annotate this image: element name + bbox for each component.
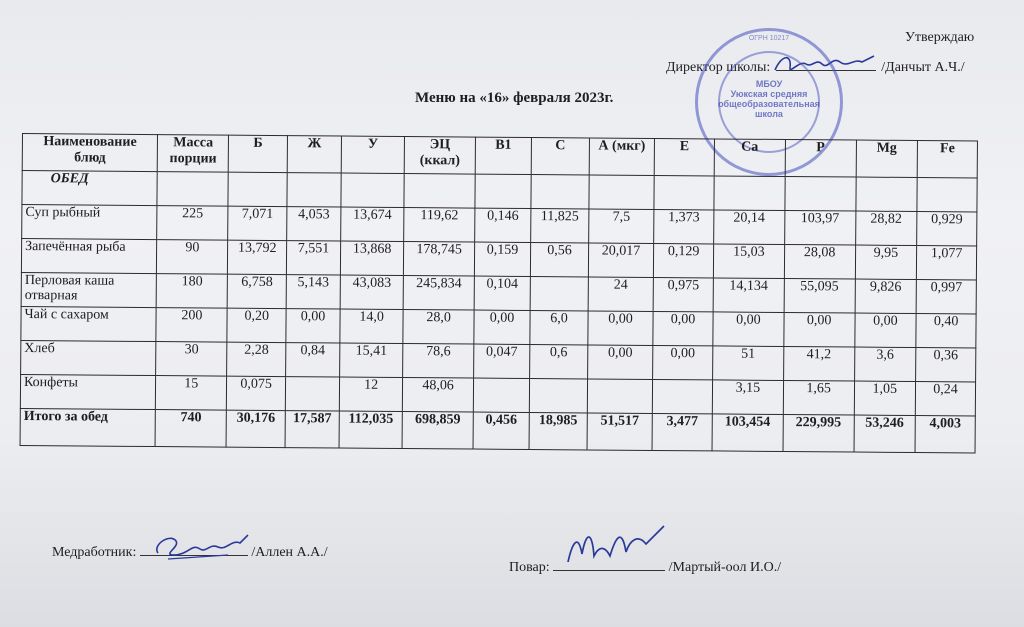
cook-name: /Мартый-оол И.О./ [668,560,782,575]
column-header: Е [654,138,714,175]
value-cell: 78,6 [403,343,474,378]
value-cell: 3,15 [712,380,783,415]
value-cell: 20,017 [588,243,654,278]
value-cell: 7,5 [588,209,654,244]
value-cell: 6,758 [228,274,287,308]
total-value-cell: 53,246 [854,415,916,452]
value-cell: 15 [156,376,227,411]
value-cell: 103,97 [784,210,855,245]
value-cell: 0,20 [227,308,286,342]
value-cell: 55,095 [784,278,855,313]
total-value-cell: 112,035 [339,411,402,448]
empty-cell [917,178,977,212]
dish-name-cell: Конфеты [20,374,155,409]
page-title: Меню на «16» февраля 2023г. [415,90,614,106]
empty-cell [855,177,917,211]
value-cell: 0,075 [227,376,286,410]
column-header: Mg [856,140,918,177]
section-label: ОБЕД [22,171,157,206]
value-cell: 9,95 [855,245,917,279]
value-cell: 0,40 [916,314,976,348]
column-header: У [341,136,404,173]
total-value-cell: 51,517 [587,413,653,451]
stamp-line: школа [755,109,783,119]
value-cell: 30 [156,342,227,377]
value-cell: 7,071 [228,206,287,240]
director-name: /Данчыт А.Ч./ [881,60,965,75]
value-cell [473,378,529,412]
value-cell: 119,62 [404,208,475,243]
stamp-ring-text: ОГРН 10217 [748,35,790,42]
value-cell: 14,134 [713,278,784,313]
value-cell: 9,826 [855,279,917,313]
empty-cell [654,175,714,209]
dish-name-cell: Чай с сахаром [21,306,156,341]
total-value-cell: 229,995 [783,414,854,452]
value-cell: 0,929 [917,212,977,246]
value-cell: 20,14 [714,210,785,245]
value-cell: 0,6 [530,344,588,378]
value-cell: 7,551 [286,241,340,275]
column-header: Fe [917,141,977,178]
stamp-line: МБОУ [755,79,783,89]
total-row [20,408,975,452]
value-cell: 1,05 [854,381,916,415]
dish-name-cell: Суп рыбный [22,205,157,240]
value-cell [530,276,588,310]
value-cell: 0,00 [653,345,713,379]
value-cell: 0,00 [587,345,653,380]
value-cell: 90 [157,240,228,275]
empty-cell [228,172,287,206]
value-cell: 5,143 [286,275,340,309]
value-cell: 4,053 [287,207,341,241]
value-cell: 0,104 [474,276,530,310]
menu-table [20,133,978,453]
value-cell: 3,6 [854,347,916,381]
value-cell: 0,00 [588,311,654,346]
value-cell: 0,129 [654,243,714,277]
total-value-cell: 740 [155,410,226,448]
dish-name-cell: Запечённая рыба [21,239,156,274]
total-value-cell: 17,587 [285,411,339,448]
empty-cell [404,174,475,209]
value-cell: 13,674 [341,207,404,241]
total-value-cell: 698,859 [402,411,473,449]
empty-cell [475,174,531,208]
column-header: Наименование блюд [22,134,157,172]
value-cell: 0,84 [286,343,340,377]
value-cell: 14,0 [340,309,403,343]
value-cell: 43,083 [340,275,403,309]
table-body [20,205,977,416]
value-cell: 245,834 [403,276,474,311]
cook-label: Повар: [509,560,550,575]
value-cell: 0,56 [530,242,588,276]
total-value-cell: 18,985 [529,412,587,449]
value-cell: 0,24 [915,382,975,416]
director-label: Директор школы: [666,60,771,75]
cook-signature [560,522,670,572]
value-cell: 0,975 [653,277,713,311]
value-cell: 24 [588,277,654,312]
value-cell [652,379,712,413]
value-cell: 13,868 [340,241,403,275]
total-value-cell: 4,003 [915,416,975,453]
value-cell: 0,36 [916,348,976,382]
value-cell: 1,65 [783,380,854,415]
column-header: Са [714,139,785,177]
value-cell: 28,08 [784,244,855,279]
column-header: ЭЦ (ккал) [404,137,475,175]
value-cell: 12 [339,377,402,411]
value-cell: 15,03 [713,244,784,279]
value-cell: 51 [713,346,784,381]
approval-label: Утверждаю [905,30,975,45]
value-cell: 0,00 [474,310,530,344]
value-cell: 41,2 [783,346,854,381]
empty-cell [785,176,856,211]
medic-label: Медработник: [52,545,137,560]
value-cell: 0,997 [916,280,976,314]
total-label-cell: Итого за обед [20,408,155,446]
medic-signature [148,525,253,565]
column-header: Ж [287,136,341,173]
empty-cell [531,175,589,209]
value-cell: 0,047 [474,344,530,378]
column-header: А (мкг) [589,138,655,176]
value-cell: 13,792 [228,240,287,274]
value-cell: 1,077 [916,246,976,280]
value-cell: 11,825 [531,208,589,242]
value-cell: 1,373 [654,209,714,243]
value-cell: 0,00 [713,312,784,347]
total-value-cell: 0,456 [473,412,529,449]
total-value-cell: 103,454 [712,414,783,452]
value-cell: 28,0 [403,310,474,345]
column-header: Б [229,135,288,172]
value-cell: 28,82 [855,211,917,245]
value-cell: 0,159 [474,242,530,276]
empty-cell [157,172,228,207]
empty-cell [589,175,655,210]
value-cell: 200 [156,308,227,343]
stamp-line: Уюкская средняя [730,89,808,99]
value-cell: 6,0 [530,310,588,344]
stamp-text [698,79,840,119]
column-header: Масса порции [157,135,228,173]
value-cell [285,377,339,411]
empty-cell [714,176,785,211]
value-cell: 225 [157,206,228,241]
value-cell [587,379,653,414]
empty-cell [287,173,341,207]
value-cell: 180 [156,274,227,309]
medic-name: /Аллен А.А./ [251,545,328,560]
dish-name-cell: Перловая каша отварная [21,272,156,307]
value-cell: 0,146 [475,208,531,242]
value-cell: 178,745 [404,242,475,277]
empty-cell [341,173,404,207]
value-cell: 48,06 [402,377,473,412]
value-cell: 15,41 [340,343,403,377]
column-header: С [531,138,589,175]
dish-name-cell: Хлеб [21,340,156,375]
value-cell: 0,00 [854,313,916,347]
value-cell: 2,28 [227,342,286,376]
stamp-line: общеобразовательная [718,99,820,109]
total-value-cell: 3,477 [652,413,712,450]
value-cell: 0,00 [286,309,340,343]
value-cell: 0,00 [653,311,713,345]
column-header: В1 [475,137,531,174]
value-cell: 0,00 [784,312,855,347]
value-cell [529,378,587,412]
total-value-cell: 30,176 [226,410,285,447]
column-header: Р [785,139,856,177]
